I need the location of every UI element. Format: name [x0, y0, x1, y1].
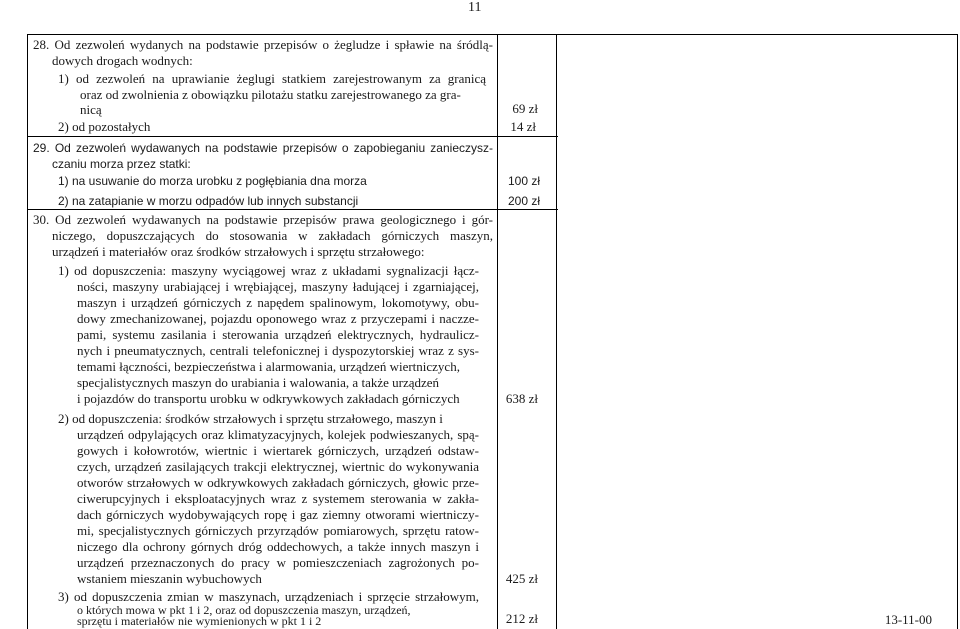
fee-28-2: 14 zł: [510, 119, 536, 134]
item-30-sub-1-line-2: ności, maszyny urabiającej i wrębiającej, maszyny ładującej i zgarniającej,: [77, 279, 479, 294]
table-right-border: [957, 34, 958, 629]
item-29-line-2: czaniu morza przez statki:: [52, 157, 191, 171]
fee-30-1: 638 zł: [505, 391, 538, 406]
item-30-sub-2-line-9: niczego dla ochrony górnych dróg oddechowych, a także innych maszyn i: [77, 539, 479, 554]
item-28-sub-2-line-1: 2) od pozostałych: [58, 119, 151, 134]
item-30-sub-1-line-3: maszyn i urządzeń górniczych z napędem spalinowym, lokomotywy, obu-: [77, 295, 479, 310]
item-30-sub-1-line-5: pami, systemu zasilania i sterowania urządzeń elektrycznych, hydraulicz-: [77, 327, 479, 342]
item-30-sub-2-line-11: wstaniem mieszanin wybuchowych: [77, 571, 262, 586]
item-30-sub-2-line-6: ciwerupcyjnych i eksploatacyjnych wraz z systemem sterowania w zakła-: [77, 491, 479, 506]
item-30-line-3: urządzeń i materiałów oraz środków strzałowych i sprzętu strzałowego:: [52, 244, 425, 259]
item-30-line-2: niczego, dopuszczających do stosowania w zakładach górniczych maszyn,: [52, 228, 493, 243]
item-28-line-1: 28. Od zezwoleń wydanych na podstawie przepisów o żegludze i spławie na śródlą-: [33, 37, 493, 52]
item-30-sub-2-line-8: mi, specjalistycznych górniczych przyrządów pomiarowych, sprzętu ratow-: [77, 523, 479, 538]
item-30-sub-2-line-3: gowych i kołowrotów, wiertnic i wiertarek górniczych, urządzeń odstaw-: [77, 443, 479, 458]
table-divider-right: [556, 34, 557, 629]
footer-code: 13-11-00: [884, 612, 932, 627]
item-30-sub-3-line-3: sprzętu i materiałów nie wymienionych w pkt 1 i 2: [77, 614, 322, 628]
fee-28-1: 69 zł: [512, 101, 538, 116]
item-30-sub-2-line-4: czych, urządzeń zasilających trakcji elektrycznej, wiertnic do wykonywania: [77, 459, 479, 474]
item-30-sub-2-line-10: urządzeń przeznaczonych do pracy w pomieszczeniach zagrożonych po-: [77, 555, 479, 570]
item-30-sub-1-line-6: nych i pneumatycznych, centrali telefonicznej i dyspozytorskiej wraz z sys-: [77, 343, 479, 358]
item-29-sub-1-line-1: 1) na usuwanie do morza urobku z pogłębiania dna morza: [58, 174, 367, 188]
table-top-border: [27, 34, 958, 35]
item-29-line-1: 29. Od zezwoleń wydawanych na podstawie przepisów o zapobieganiu zanieczysz-: [33, 141, 493, 155]
row-separator-30: [27, 209, 558, 210]
row-separator-29: [27, 136, 558, 137]
item-30-sub-1-line-7: temami łączności, bezpieczeństwa i alarmowania, urządzeń wiertniczych,: [77, 359, 460, 374]
fee-30-3: 212 zł: [505, 611, 538, 626]
item-28-sub-1-line-1: 1) od zezwoleń na uprawianie żeglugi statkiem zarejestrowanym za granicą: [58, 71, 486, 86]
item-28-sub-1-line-3: nicą: [80, 102, 102, 117]
item-29-sub-2-line-1: 2) na zatapianie w morzu odpadów lub innych substancji: [58, 194, 359, 208]
item-30-sub-3-line-2: o których mowa w pkt 1 i 2, oraz od dopuszczenia maszyn, urządzeń,: [77, 603, 411, 617]
item-30-sub-1-line-1: 1) od dopuszczenia: maszyny wyciągowej wraz z układami sygnalizacji łącz-: [58, 263, 479, 278]
page-number: 11: [468, 0, 482, 15]
item-28-sub-1-line-2: oraz od zwolnienia z obowiązku pilotażu statku zarejestrowanego za gra-: [80, 87, 461, 102]
item-30-sub-3-line-1: 3) od dopuszczenia zmian w maszynach, urządzeniach i sprzęcie strzałowym,: [58, 589, 479, 604]
fee-29-2: 200 zł: [507, 194, 540, 208]
item-30-sub-1-line-8: specjalistycznych maszyn do urabiania i walowania, a także urządzeń: [77, 375, 440, 390]
fee-30-2: 425 zł: [505, 571, 538, 586]
item-30-sub-2-line-7: dach górniczych wydobywających ropę i gaz ziemny otworami wiertniczy-: [77, 507, 479, 522]
fee-29-1: 100 zł: [507, 174, 540, 188]
item-28-line-2: dowych drogach wodnych:: [52, 53, 193, 68]
item-30-sub-1-line-4: dowy zmechanizowanej, pojazdu oponowego wraz z przyczepami i naczze-: [77, 311, 479, 326]
table-left-border: [27, 34, 28, 629]
item-30-line-1: 30. Od zezwoleń wydawanych na podstawie przepisów prawa geologicznego i gór-: [33, 212, 493, 227]
item-30-sub-1-line-9: i pojazdów do transportu urobku w odkrywkowych zakładach górniczych: [77, 391, 460, 406]
item-30-sub-2-line-2: urządzeń odpylających oraz klimatyzacyjnych, kolejek podwieszanych, spą-: [77, 427, 479, 442]
item-30-sub-2-line-1: 2) od dopuszczenia: środków strzałowych i sprzętu strzałowego, maszyn i: [58, 411, 443, 426]
item-30-sub-2-line-5: otworów strzałowych w odkrywkowych zakładach górniczych, głowic prze-: [77, 475, 479, 490]
